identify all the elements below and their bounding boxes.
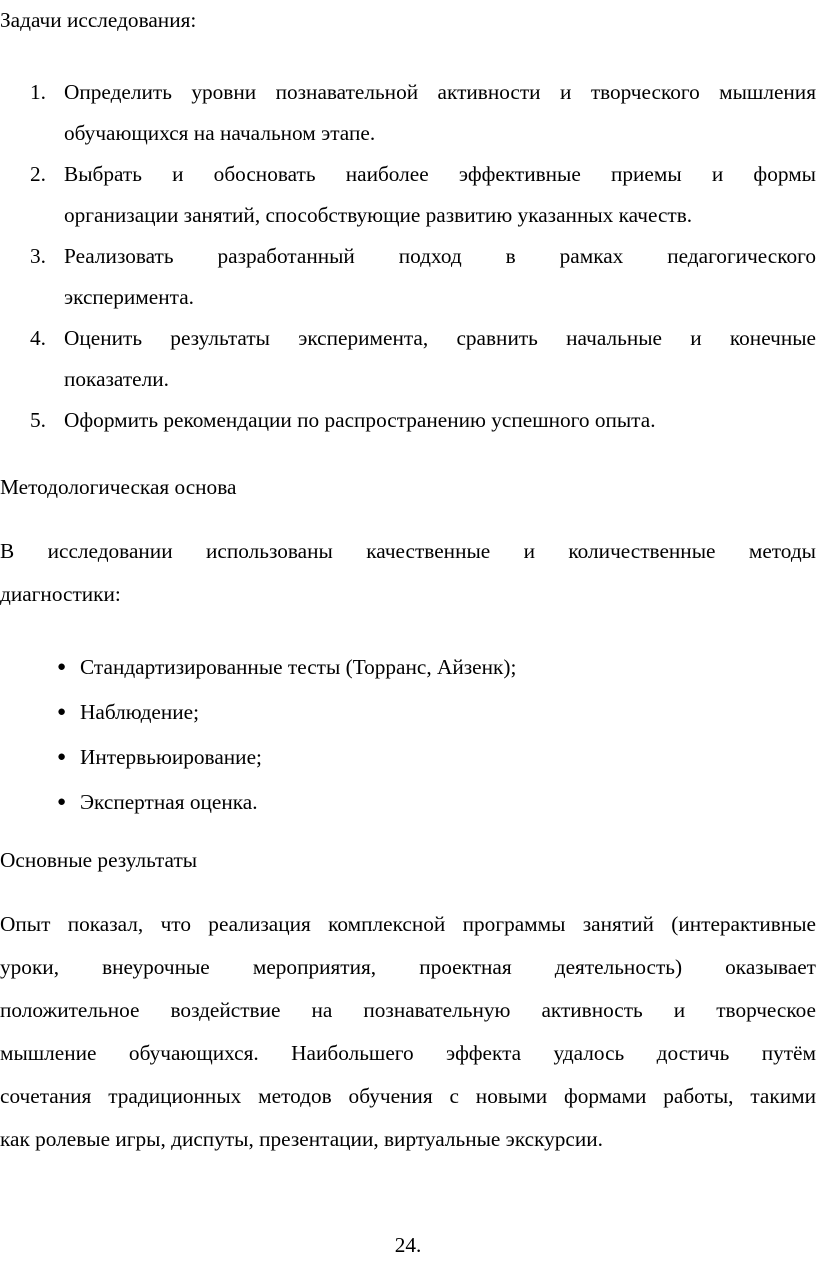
method-item — [0, 780, 516, 825]
task-text-line: организации занятий, способствующие развитию указанных качеств. — [64, 203, 693, 227]
task-text-line: эксперимента. — [64, 285, 194, 309]
task-item-3 — [0, 236, 816, 318]
methods-list — [0, 645, 516, 825]
bullet-icon: ● — [57, 704, 67, 720]
task-item-2 — [0, 154, 816, 236]
task-text-line: Реализовать разработанный подход в рамках педагогического — [64, 244, 816, 268]
methodology-intro — [0, 530, 816, 616]
page-number: 24. — [394, 1233, 422, 1257]
method-text: Экспертная оценка. — [80, 790, 258, 814]
task-text-line: Выбрать и обосновать наиболее эффективные приемы и формы — [64, 162, 816, 186]
task-text-line: показатели. — [64, 367, 169, 391]
task-item-1 — [0, 72, 816, 154]
results-line: как ролевые игры, диспуты, презентации, виртуальные экскурсии. — [0, 1127, 603, 1151]
bullet-icon: ● — [57, 659, 67, 675]
method-text: Интервьюирование; — [80, 745, 262, 769]
bullet-icon: ● — [57, 794, 67, 810]
bullet-icon: ● — [57, 749, 67, 765]
tasks-list — [0, 72, 816, 441]
results-line: сочетания традиционных методов обучения с новыми формами работы, такими — [0, 1084, 816, 1108]
method-text: Наблюдение; — [80, 700, 200, 724]
task-item-4 — [0, 318, 816, 400]
task-number: 1. — [30, 80, 46, 104]
results-paragraph — [0, 903, 816, 1161]
task-number: 5. — [30, 408, 46, 432]
results-heading: Основные результаты — [0, 848, 198, 872]
intro-line: В исследовании использованы качественные и количественные методы — [0, 539, 816, 563]
task-text-line: Оформить рекомендации по распространению успешного опыта. — [64, 408, 656, 432]
task-number: 3. — [30, 244, 46, 268]
method-item — [0, 735, 516, 780]
results-line: мышление обучающихся. Наибольшего эффекта удалось достичь путём — [0, 1041, 816, 1065]
method-item — [0, 645, 516, 690]
task-text-line: обучающихся на начальном этапе. — [64, 121, 376, 145]
task-number: 2. — [30, 162, 46, 186]
methodology-heading: Методологическая основа — [0, 475, 237, 499]
task-text-line: Определить уровни познавательной активности и творческого мышления — [64, 80, 816, 104]
method-text: Стандартизированные тесты (Торранс, Айзенк); — [80, 655, 517, 679]
intro-line: диагностики: — [0, 582, 121, 606]
method-item — [0, 690, 516, 735]
task-item-5 — [0, 400, 816, 441]
tasks-heading: Задачи исследования: — [0, 8, 197, 32]
task-number: 4. — [30, 326, 46, 350]
results-line: Опыт показал, что реализация комплексной программы занятий (интерактивные — [0, 912, 816, 936]
task-text-line: Оценить результаты эксперимента, сравнить начальные и конечные — [64, 326, 816, 350]
results-line: положительное воздействие на познавательную активность и творческое — [0, 998, 816, 1022]
results-line: уроки, внеурочные мероприятия, проектная деятельность) оказывает — [0, 955, 816, 979]
